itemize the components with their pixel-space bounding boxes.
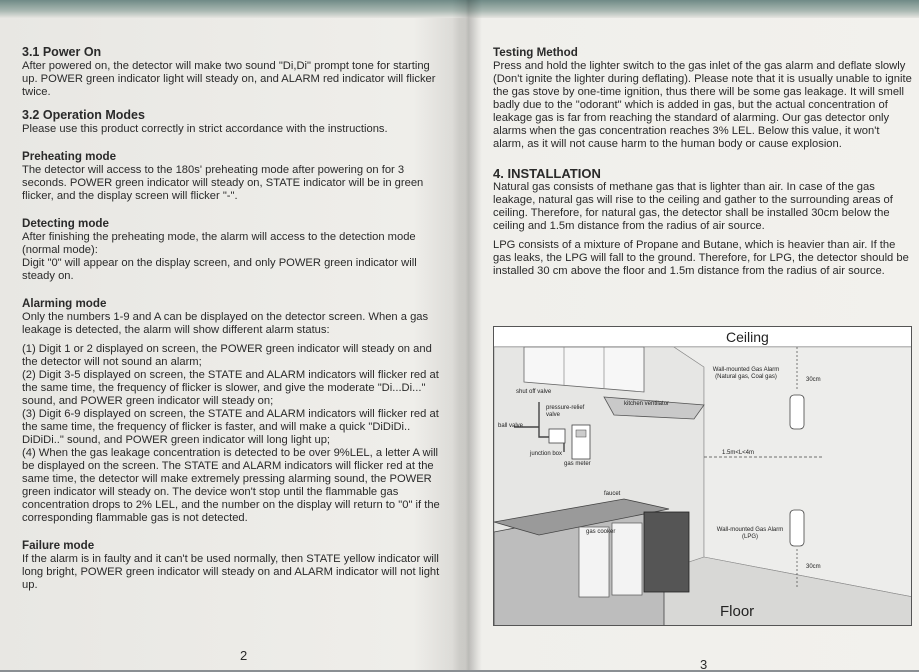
top-gas-alarm-device [790,395,804,429]
alarm-item: (1) Digit 1 or 2 displayed on screen, the POWER green indicator will steady on and the detector will not sound an alarm; [22,343,432,368]
section-testing [493,46,913,151]
mode-title: Detecting mode [22,217,109,230]
junction-box-label: junction box [530,451,563,457]
faucet-label: faucet [604,491,621,497]
stove [644,512,689,592]
shut-off-valve-label: shut off valve [516,389,552,395]
alarm-item: (2) Digit 3-5 displayed on screen, the STATE and ALARM indicators will flicker red at the same time, the frequency of flicker is slower, and give the moderate "Di...Di..." sound, and POWER green indicator will steady on; [22,369,439,407]
alarm-item: (4) When the gas leakage concentration is detected to be over 9%LEL, a letter A will be displayed on the screen. The STATE and ALARM indicators will flicker red at the same time, the detector will make extremely pressing alarming sound, the POWER green indicator will steady on. The device won't stop until the flammable gas concentration drops to 2% LEL, and the number on the display will return to "0" if the corresponding flammable gas is not detected. [22,447,440,524]
range-label: 1.5m<L<4m [722,450,755,456]
top-alarm-label: Wall-mounted Gas Alarm (Natural gas, Coal gas) [712,367,780,380]
section-failure [22,539,447,592]
right-page [493,46,913,278]
bottom-alarm-label: Wall-mounted Gas Alarm (LPG) [716,527,784,540]
section-title: 3.1 Power On [22,45,102,59]
pressure-relief-valve-label: pressure-relief valve [546,405,585,418]
section-text: Please use this product correctly in strict accordance with the instructions. [22,123,388,135]
left-page [22,46,447,606]
section-text: After powered on, the detector will make two sound "Di,Di" prompt tone for starting up. POWER green indicator light will steady on, and ALARM red indicator will flicker twice. [22,60,436,98]
section-alarming [22,297,447,525]
mode-text: If the alarm is in faulty and it can't be used normally, then STATE yellow indicator will long bright, POWER green indicator will steady on and ALARM indicator will not light up. [22,553,440,591]
gas-cooker-label: gas cooker [586,529,616,535]
section-title: 4. INSTALLATION [493,166,601,181]
section-text: Natural gas consists of methane gas that is lighter than air. In case of the gas leakage, natural gas will rise to the ceiling and gather to the surrounding areas of ceiling. Therefore, for natural gas, the detector shall be installed 30cm below the ceiling and 1.5m distance from the radius of air source. [493,181,893,232]
section-detecting [22,217,447,283]
section-text: Press and hold the lighter switch to the gas inlet of the gas alarm and deflate slowly (Don't ignite the lighter during deflating). Please note that it is usually unable to ignite the gas stove by one-time ignition, thus there will be some gas leakage. It will smell badly due to the "odorant" which is added in gas, but the actual concentration of leakage gas is far from reaching the standard of alarming. Our gas detector only alarms when the gas concentration reaches 3% LEL. Below this value, it won't alarm, as it will not cause harm to the human body or cause explosion. [493,60,912,150]
mode-text: The detector will access to the 180s' preheating mode after powering on for 3 seconds. POWER green indicator will steady on, STATE indicator will be in green flicker, and the display screen will flicker "-". [22,164,424,202]
alarm-item: (3) Digit 6-9 displayed on screen, the STATE and ALARM indicators will flicker red at the same time, the frequency of flicker is faster, and will make a quick "DiDiDi.. DiDiDi.." sound, and POWER green indicator will long light up; [22,408,439,446]
section-power-on [22,46,447,99]
gas-meter-label: gas meter [564,461,591,467]
section-text: LPG consists of a mixture of Propane and Butane, which is heavier than air. If the gas leaks, the LPG will fall to the ground. Therefore, for LPG, the detector should be installed 30 cm above the floor and 1.5m distance from the radius of air source. [493,239,909,277]
floor-label: Floor [720,603,755,620]
section-preheating [22,150,447,203]
ceiling-band [494,327,912,347]
page-fold [452,0,482,670]
section-installation [493,167,913,278]
section-title: Testing Method [493,46,578,59]
section-title: 3.2 Operation Modes [22,108,145,122]
mode-text: Digit "0" will appear on the display screen, and only POWER green indicator will steady on. [22,257,417,282]
mode-title: Failure mode [22,539,95,552]
mode-title: Preheating mode [22,150,117,163]
junction-box [549,429,565,443]
mode-text: After finishing the preheating mode, the alarm will access to the detection mode (normal mode): [22,231,416,256]
section-operation-modes [22,109,447,136]
kitchen-illustration [494,327,912,626]
mode-text: Only the numbers 1-9 and A can be displayed on the detector screen. When a gas leakage is detected, the alarm will show different alarm status: [22,311,429,336]
page-number-right: 3 [700,657,708,672]
ceiling-label: Ceiling [726,329,769,345]
installation-diagram [493,326,912,626]
page-number-left: 2 [240,648,248,663]
kitchen-ventilator-label: kitchen ventilator [624,401,670,407]
ball-valve-label: ball valve [498,423,524,429]
bottom-gas-alarm-device [790,510,804,546]
bottom-distance-label: 30cm [806,564,821,570]
top-distance-label: 30cm [806,377,821,383]
mode-title: Alarming mode [22,297,107,310]
